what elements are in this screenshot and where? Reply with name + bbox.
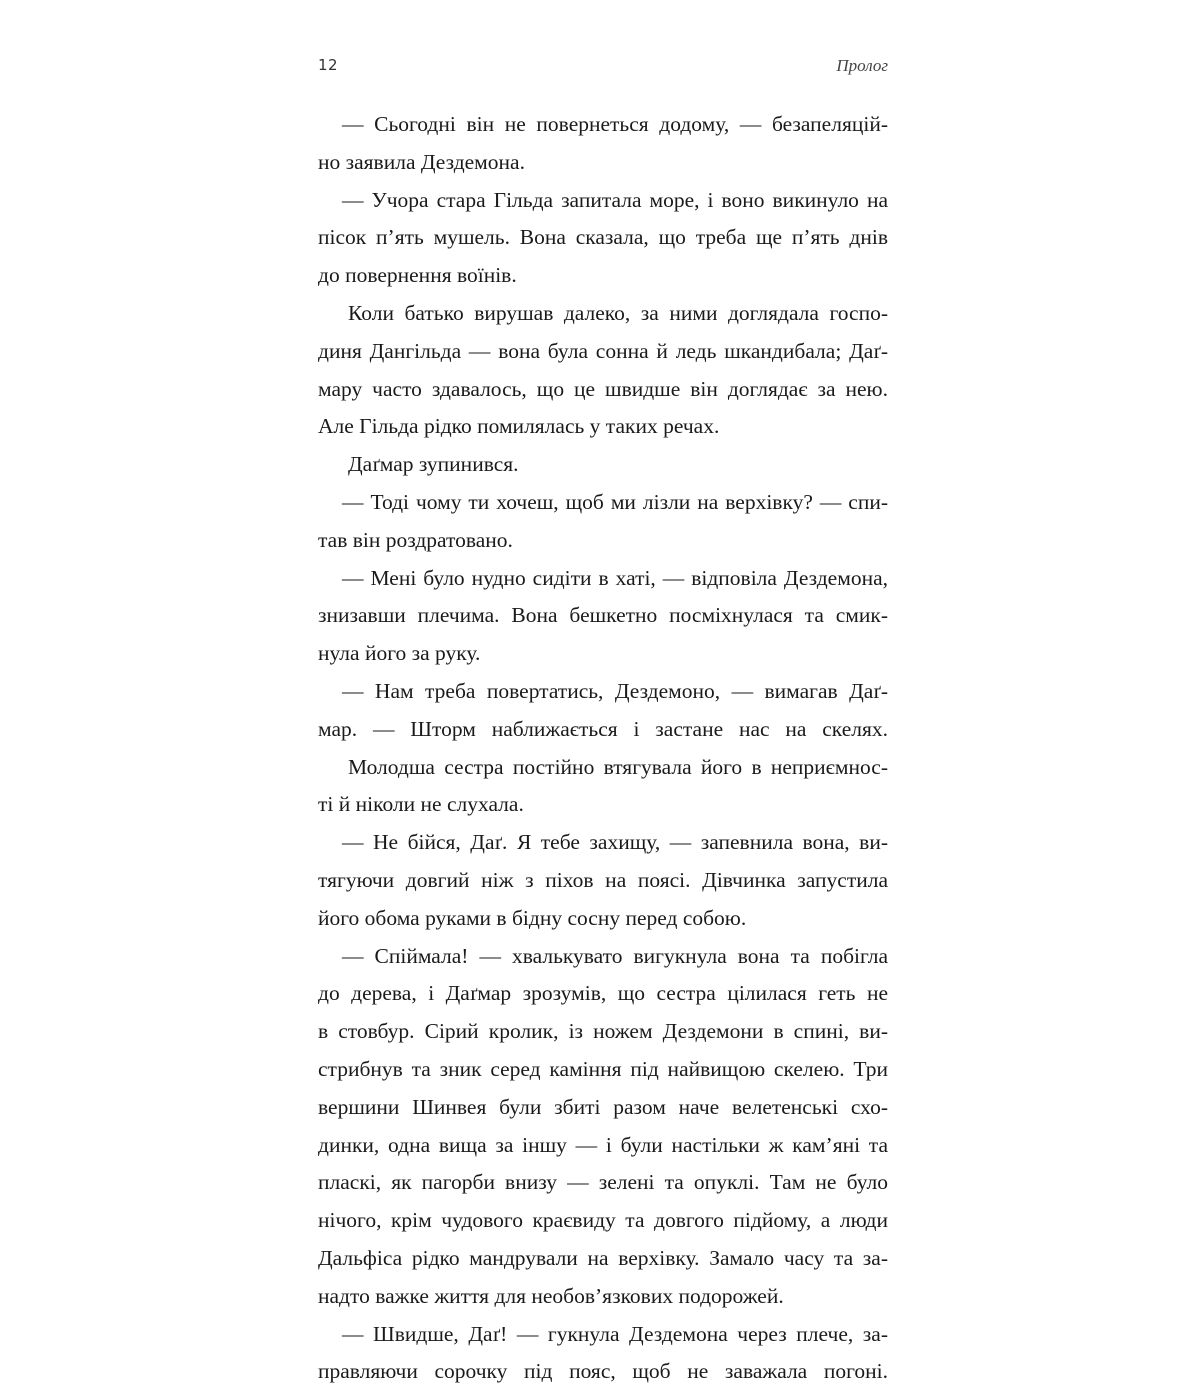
text-line: ті й ніколи не слухала.	[318, 792, 524, 817]
text-line: його обома руками в бідну сосну перед собою.	[318, 905, 747, 930]
chapter-title: Пролог	[836, 56, 888, 75]
text-line: пісок п’ять мушель. Вона сказала, що треба ще п’ять днів	[318, 225, 888, 250]
text-line: динки, одна вища за іншу — і були настільки ж кам’яні та	[318, 1132, 888, 1157]
text-line: тав він роздратовано.	[318, 527, 513, 552]
text-line: — Сьогодні він не повернеться додому, — безапеляцій-	[342, 112, 888, 136]
page-number: 12	[318, 56, 339, 74]
text-line: диня Дангільда — вона була сонна й ледь шкандибала; Даґ-	[318, 338, 888, 363]
text-line: Даґмар зупинився.	[348, 452, 519, 477]
text-line: знизавши плечима. Вона бешкетно посміхнулася та смик-	[318, 603, 888, 628]
text-line: тягуючи довгий ніж з піхов на поясі. Дівчинка запустила	[318, 867, 888, 892]
running-head	[318, 56, 888, 86]
text-line: но заявила Дездемона.	[318, 149, 525, 174]
text-line: вершини Шинвея були збиті разом наче велетенські схо-	[318, 1094, 888, 1119]
text-line: мару часто здавалось, що це швидше він доглядає за нею.	[318, 376, 888, 401]
text-line: нула його за руку.	[318, 641, 481, 666]
text-line: пласкі, як пагорби внизу — зелені та опуклі. Там не було	[318, 1170, 888, 1195]
text-line: — Не бійся, Даґ. Я тебе захищу, — запевнила вона, ви-	[342, 830, 888, 855]
body-text	[318, 106, 888, 1391]
text-line: до дерева, і Даґмар зрозумів, що сестра цілилася геть не	[318, 981, 888, 1006]
text-line: мар. — Шторм наближається і застане нас на скелях.	[318, 716, 888, 741]
text-line: надто важке життя для необов’язкових подорожей.	[318, 1283, 784, 1308]
text-line: правляючи сорочку під пояс, щоб не заважала погоні.	[318, 1359, 888, 1384]
text-line: — Швидше, Даґ! — гукнула Дездемона через плече, за-	[342, 1321, 888, 1346]
text-line: в стовбур. Сірий кролик, із ножем Дездемони в спині, ви-	[318, 1019, 888, 1044]
text-line: — Учора стара Гільда запитала море, і воно викинуло на	[342, 187, 888, 212]
text-line: — Нам треба повертатись, Дездемоно, — вимагав Даґ-	[342, 678, 888, 703]
text-line: — Мені було нудно сидіти в хаті, — відповіла Дездемона,	[342, 565, 888, 590]
text-line: — Спіймала! — хвалькувато вигукнула вона та побігла	[342, 943, 888, 968]
text-line: Дальфіса рідко мандрували на верхівку. Замало часу та за-	[318, 1245, 888, 1270]
text-line: Молодша сестра постійно втягувала його в неприємнос-	[348, 754, 888, 779]
text-line: — Тоді чому ти хочеш, щоб ми лізли на верхівку? — спи-	[342, 489, 888, 514]
text-line: стрибнув та зник серед каміння під найвищою скелею. Три	[318, 1056, 888, 1081]
text-line: нічого, крім чудового краєвиду та довгого підйому, а люди	[318, 1208, 888, 1233]
text-line: Коли батько вирушав далеко, за ними доглядала госпо-	[348, 300, 888, 325]
text-line: Але Гільда рідко помилялась у таких речах.	[318, 414, 720, 439]
text-line: до повернення воїнів.	[318, 263, 517, 288]
